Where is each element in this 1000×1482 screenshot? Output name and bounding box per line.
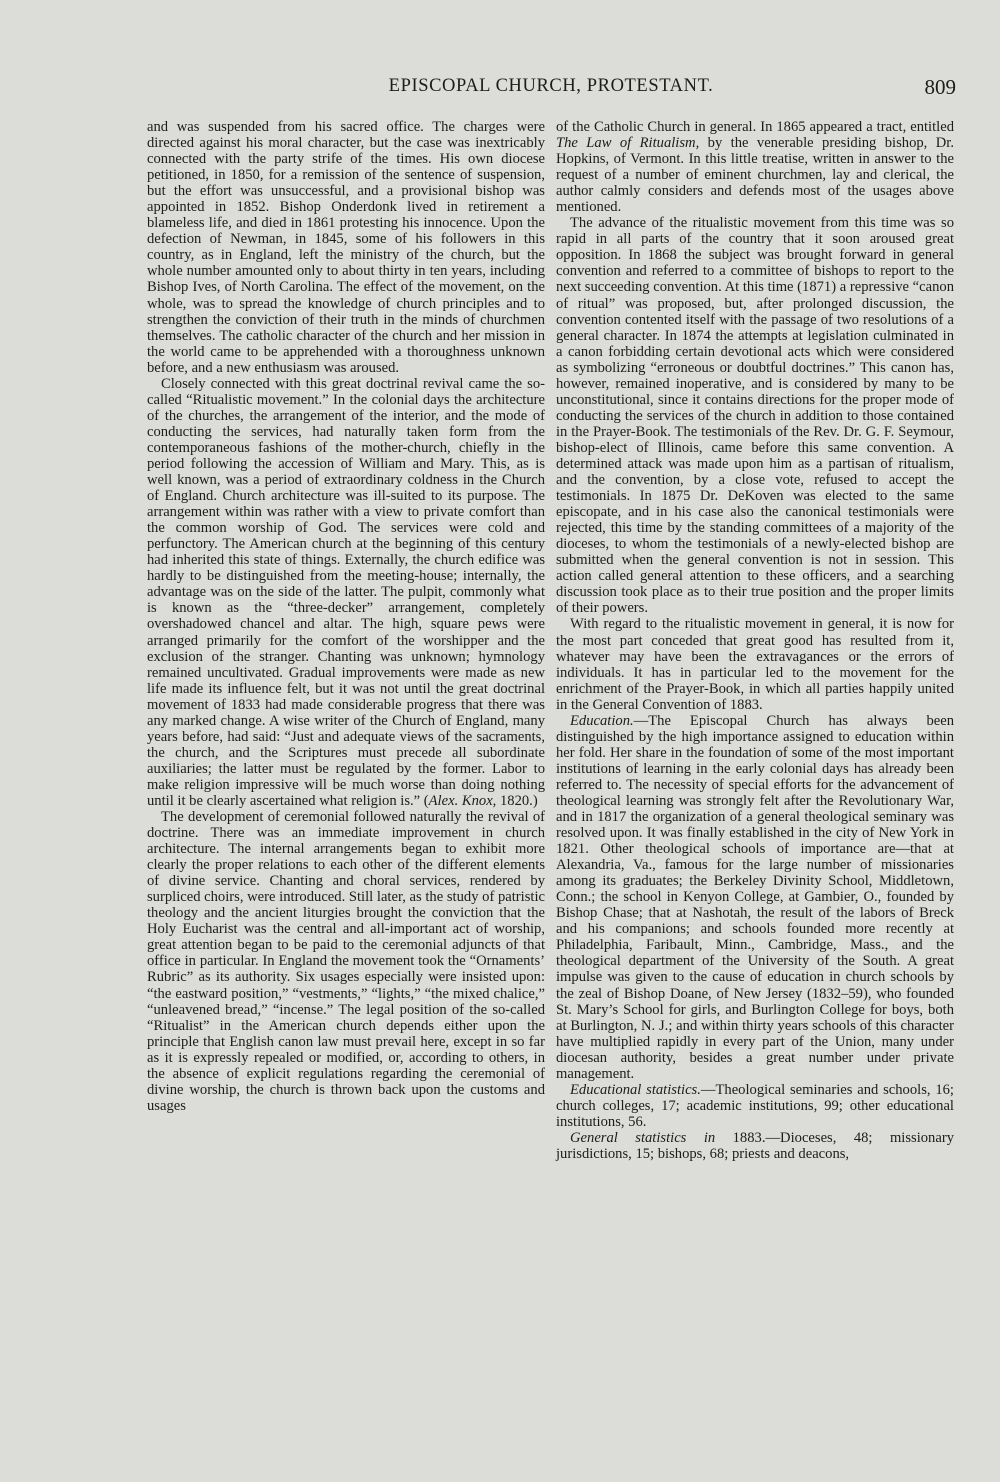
citation-year: 1820.) bbox=[496, 792, 538, 809]
paragraph bbox=[556, 1130, 954, 1162]
section-heading: Education. bbox=[570, 712, 634, 729]
paragraph-text: 1883.—Dioceses, 48; missionary jurisdictions, 15; bishops, 68; priests and deacons, bbox=[556, 1129, 954, 1162]
paragraph-text: by the venerable presiding bishop, Dr. Hopkins, of Vermont. In this little treatise, written in answer to the request of a number of eminent churchmen, lay and clerical, the author calmly considers and defends most of the usages above mentioned. bbox=[556, 135, 954, 216]
paragraph bbox=[556, 1082, 954, 1130]
running-header bbox=[146, 70, 956, 100]
paragraph-text: of the Catholic Church in general. In 1865 appeared a tract, entitled bbox=[556, 119, 954, 135]
running-title: EPISCOPAL CHURCH, PROTESTANT. bbox=[388, 76, 714, 96]
paragraph-text: —Theological seminaries and schools, 16; church colleges, 17; academic institutions, 99; other educational institutions, 56. bbox=[556, 1081, 954, 1130]
right-column bbox=[556, 119, 954, 1162]
citation-author: Alex. Knox, bbox=[428, 792, 497, 809]
paragraph-text: —The Episcopal Church has always been distinguished by the high importance assigned to education within her fold. Her share in the foundation of some of the most important institutions of learning in the early colonial days has already been referred to. The necessity of special efforts for the advancement of theological learning was strongly felt after the Revolutionary War, and in 1817 the organization of a general theological seminary was resolved upon. It was finally established in the city of New York in 1821. Other theological schools of importance are—that at Alexandria, Va., famous for the large number of missionaries among its graduates; the Berkeley Divinity School, Middletown, Conn.; the school in Kenyon College, at Gambier, O., founded by Bishop Chase; that at Nashotah, the result of the labors of Breck and his companions; and schools founded more recently at Philadelphia, Faribault, Minn., Cambridge, Mass., and the theological department of the University of the South. A great impulse was given to the cause of education in church schools by the zeal of Bishop Doane, of New Jersey (1832–59), who founded St. Mary’s School for girls, and Burlington College for boys, both at Burlington, N. J.; and within thirty years schools of this character have multiplied rapidly in every part of the Union, many under diocesan authority, besides a great number under private management. bbox=[556, 712, 954, 1082]
page-number: 809 bbox=[924, 75, 956, 99]
paragraph-text: Closely connected with this great doctrinal revival came the so-called “Ritualistic movement.” In the colonial days the architecture of the churches, the arrangement of the interior, and the mode of conducting the services, had naturally taken form from the contemporaneous fashions of the mother-church, chiefly in the period following the accession of William and Mary. This, as is well known, was a period of extraordinary coldness in the Church of England. Church architecture was ill-suited to its purpose. The arrangement within was rather with a view to private comfort than the common worship of God. The services were cold and perfunctory. The American church at the beginning of this century had inherited this state of things. Externally, the church edifice was hardly to be distinguished from the meeting-house; internally, the advantage was on the side of the latter. The pulpit, commonly what is known as the “three-decker” arrangement, completely overshadowed chancel and altar. The high, square pews were arranged primarily for the comfort of the worshipper and the exclusion of the stranger. Chanting was unknown; hymnology remained uncultivated. Gradual improvements were made as new life made its influence felt, but it was not until the great doctrinal movement of 1833 had made considerable progress that there was any marked change. A wise writer of the Church of England, many years before, had said: “Just and adequate views of the sacraments, the church, and the Scriptures must precede all subordinate auxiliaries; the latter must be regulated by the former. Labor to make religion impressive will be much worse than doing nothing until it be clearly ascertained what religion is.” ( bbox=[147, 375, 545, 809]
paragraph: With regard to the ritualistic movement in general, it is now for the most part conceded that great good has resulted from it, whatever may have been the extravagances or the errors of individuals. It has in particular led to the movement for the enrichment of the Prayer-Book, in which all parties happily united in the General Convention of 1883. bbox=[556, 616, 954, 713]
paragraph bbox=[147, 376, 545, 809]
left-column bbox=[147, 119, 545, 1114]
section-heading: General statistics in bbox=[570, 1129, 716, 1146]
paragraph: The advance of the ritualistic movement from this time was so rapid in all parts of the country that it soon aroused great opposition. In 1868 the subject was brought forward in general convention and referred to a committee of bishops to report to the next succeeding convention. At this time (1871) a repressive “canon of ritual” was proposed, but, after prolonged discussion, the convention contented itself with the passage of two resolutions of a general character. In 1874 the attempts at legislation culminated in a canon forbidding certain devotional acts which were considered as symbolizing “erroneous or doubtful doctrines.” This canon has, however, remained inoperative, and is considered by many to be unconstitutional, since it contains directions for the proper mode of conducting the services of the church in addition to those contained in the Prayer-Book. The testimonials of the Rev. Dr. G. F. Seymour, bishop-elect of Illinois, came before this same convention. A determined attack was made upon him as a partisan of ritualism, and the convention, by a close vote, refused to accept the testimonials. In 1875 Dr. DeKoven was elected to the same episcopate, and in his case also the canonical testimonials were rejected, this time by the standing committees of a majority of the dioceses, to whom the testimonials of a newly-elected bishop are submitted when the general convention is not in session. This action called general attention to these officers, and a searching discussion took place as to their true position and the proper limits of their powers. bbox=[556, 215, 954, 617]
section-heading: Educational statistics. bbox=[570, 1081, 701, 1098]
paragraph bbox=[556, 713, 954, 1082]
paragraph bbox=[556, 119, 954, 215]
paragraph: The development of ceremonial followed naturally the revival of doctrine. There was an immediate improvement in church architecture. The internal arrangements began to exhibit more clearly the proper relations to each other of the different elements of divine service. Chanting and choral services, rendered by surpliced choirs, were introduced. Still later, as the study of patristic theology and the ancient liturgies brought the conviction that the Holy Eucharist was the central and all-important act of worship, great attention began to be paid to the ceremonial adjuncts of that office in particular. In England the movement took the “Ornaments’ Rubric” as its authority. Six usages especially were insisted upon: “the eastward position,” “vestments,” “lights,” “the mixed chalice,” “unleavened bread,” “incense.” The legal position of the so-called “Ritualist” in the American church depends either upon the principle that English canon law must prevail here, except in so far as it is expressly repealed or modified, or, according to others, in the absence of explicit regulations regarding the ceremonial of divine worship, the church is thrown back upon the customs and usages bbox=[147, 809, 545, 1114]
book-title: The Law of Ritualism, bbox=[556, 135, 700, 152]
paragraph: and was suspended from his sacred office. The charges were directed against his moral character, but the case was inextricably connected with the party strife of the times. His own diocese petitioned, in 1850, for a remission of the sentence of suspension, but the effort was unsuccessful, and a provisional bishop was appointed in 1852. Bishop Onderdonk lived in retirement a blameless life, and died in 1861 protesting his innocence. Upon the defection of Newman, in 1845, some of his followers in this country, as in England, left the ministry of the church, but the whole number amounted only to about thirty in ten years, including Bishop Ives, of North Carolina. The effect of the movement, on the whole, was to spread the knowledge of church principles and to strengthen the conviction of their truth in the minds of churchmen themselves. The catholic character of the church and her mission in the world came to be apprehended with a thoroughness unknown before, and a new enthusiasm was aroused. bbox=[147, 119, 545, 376]
